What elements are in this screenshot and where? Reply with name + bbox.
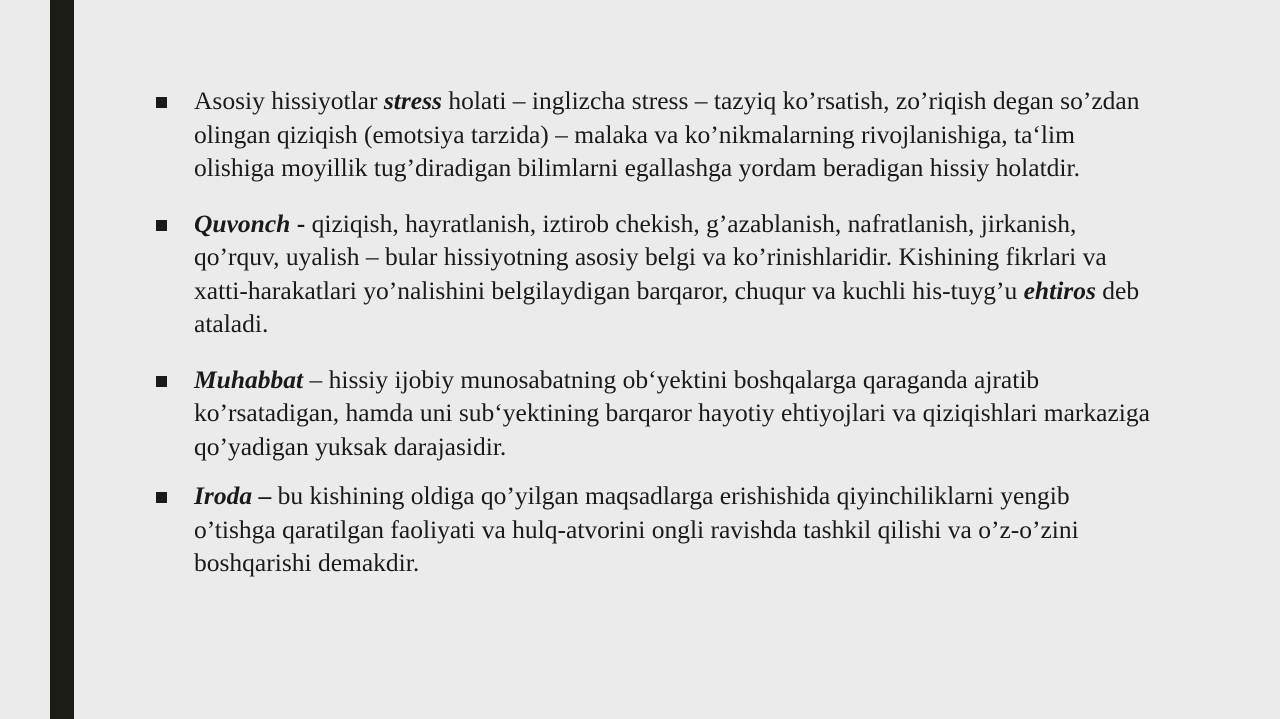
term-separator: – (252, 481, 278, 510)
side-accent-bar (50, 0, 74, 719)
square-bullet-icon (156, 97, 167, 108)
square-bullet-icon (156, 220, 167, 231)
term-quvonch: Quvonch (194, 208, 291, 238)
term-muhabbat: Muhabbat (194, 364, 304, 394)
bullet-iroda (150, 479, 1150, 580)
bullet-muhabbat (150, 363, 1150, 464)
square-bullet-icon (156, 492, 167, 503)
term-separator: - (290, 208, 312, 238)
bullet-quvonch (150, 207, 1150, 341)
term-ehtiros: ehtiros (1023, 275, 1096, 305)
bullet-text: – hissiy ijobiy munosabatning ob‘yektini boshqalarga qaraganda ajratib ko’rsatadigan, hamda uni sub‘yektining barqaror hayotiy ehtiyojlari va qiziqishlari markaziga qo’yadigan yuksak darajasidir. (194, 364, 1150, 461)
term-stress: stress (383, 86, 442, 115)
square-bullet-icon (156, 376, 167, 387)
bullet-text: holati – inglizcha stress – tazyiq ko’rsatish, zo’riqish degan so’zdan olingan qiziqish (emotsiya tarzida) – malaka va ko’nikmalarning rivojlanishiga, ta‘lim olishiga moyillik tug’diradigan bilimlarni egallashga yordam beradigan hissiy holatdir. (194, 86, 1140, 182)
bullet-suffix: deb ataladi. (194, 275, 1140, 338)
bullet-text: qiziqish, hayratlanish, iztirob chekish, g’azablanish, nafratlanish, jirkanish, qo’rquv, uyalish – bular hissiyotning asosiy belgi va ko’rinishlaridir. Kishining fikrlari va xatti-harakatlari yo’nalishini belgilaydigan barqaror, chuqur va kuchli his-tuyg’u (194, 208, 1107, 305)
slide-content (150, 84, 1150, 580)
bullet-stress (150, 84, 1150, 185)
term-iroda: Iroda (194, 481, 253, 510)
bullet-prefix: Asosiy hissiyotlar (194, 86, 384, 115)
bullet-text: bu kishining oldiga qo’yilgan maqsadlarga erishishida qiyinchiliklarni yengib o’tishga qaratilgan faoliyati va hulq-atvorini ongli ravishda tashkil qilishi va o’z-o’zini boshqarishi demakdir. (194, 481, 1079, 577)
